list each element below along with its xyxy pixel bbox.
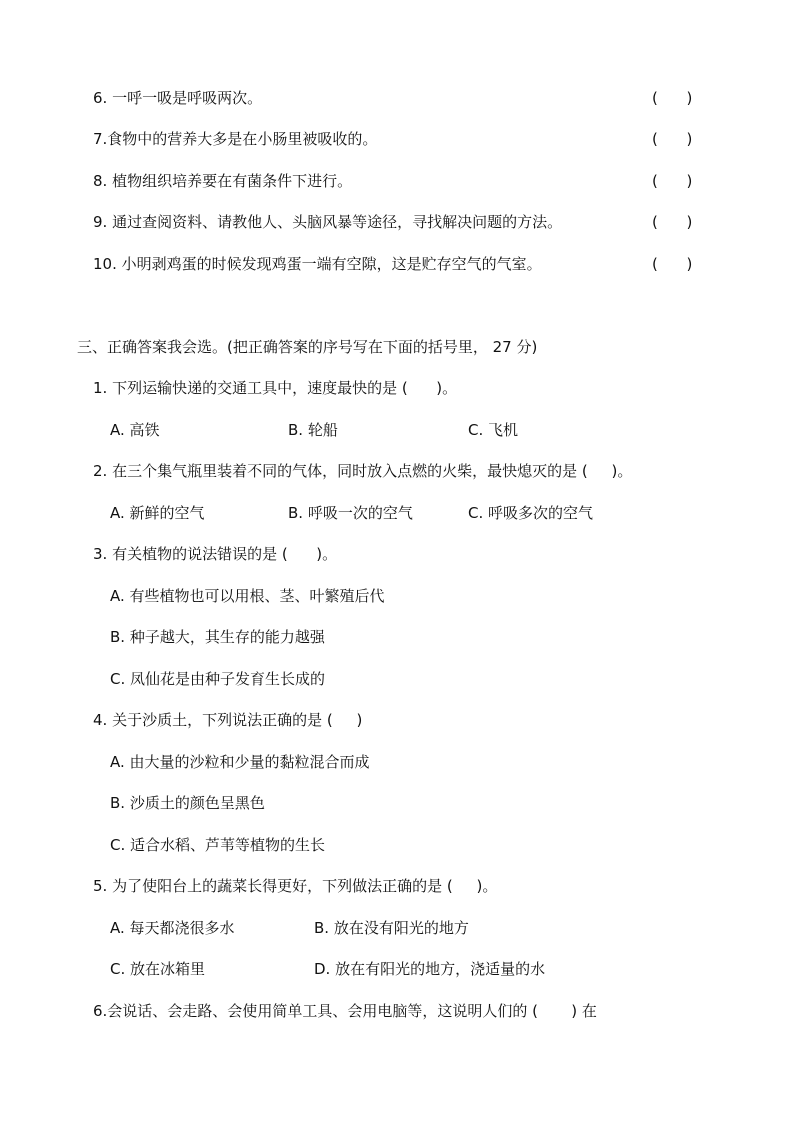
judge-item-6: 6. 一呼一吸是呼吸两次。	[93, 89, 263, 107]
question-5-option-c: C. 放在冰箱里	[110, 960, 206, 978]
judge-answer-blank-7[interactable]: ( )	[652, 130, 693, 148]
section-heading: 三、正确答案我会选。(把正确答案的序号写在下面的括号里， 27 分)	[77, 338, 538, 356]
question-4-stem: 4. 关于沙质土，下列说法正确的是 ( )	[93, 711, 363, 729]
judge-answer-blank-6[interactable]: ( )	[652, 89, 693, 107]
question-1-option-a: A. 高铁	[110, 421, 160, 439]
judge-answer-blank-10[interactable]: ( )	[652, 255, 693, 273]
judge-item-10: 10. 小明剥鸡蛋的时候发现鸡蛋一端有空隙，这是贮存空气的气室。	[93, 255, 542, 273]
judge-answer-blank-8[interactable]: ( )	[652, 172, 693, 190]
judge-answer-blank-9[interactable]: ( )	[652, 213, 693, 231]
question-4-option-c: C. 适合水稻、芦苇等植物的生长	[110, 836, 326, 854]
question-1-option-b: B. 轮船	[288, 421, 338, 439]
question-1-stem: 1. 下列运输快递的交通工具中，速度最快的是 ( )。	[93, 379, 458, 397]
question-5-option-d: D. 放在有阳光的地方，浇适量的水	[314, 960, 546, 978]
judge-item-9: 9. 通过查阅资料、请教他人、头脑风暴等途径，寻找解决问题的方法。	[93, 213, 563, 231]
question-3-stem: 3. 有关植物的说法错误的是 ( )。	[93, 545, 338, 563]
judge-item-8: 8. 植物组织培养要在有菌条件下进行。	[93, 172, 353, 190]
question-6-stem: 6.会说话、会走路、会使用简单工具、会用电脑等，这说明人们的 ( ) 在	[93, 1002, 597, 1020]
question-4-option-a: A. 由大量的沙粒和少量的黏粒混合而成	[110, 753, 370, 771]
judge-item-7: 7.食物中的营养大多是在小肠里被吸收的。	[93, 130, 378, 148]
question-5-stem: 5. 为了使阳台上的蔬菜长得更好，下列做法正确的是 ( )。	[93, 877, 498, 895]
question-5-option-a: A. 每天都浇很多水	[110, 919, 235, 937]
question-3-option-c: C. 凤仙花是由种子发育生长成的	[110, 670, 326, 688]
question-2-option-c: C. 呼吸多次的空气	[468, 504, 594, 522]
question-1-option-c: C. 飞机	[468, 421, 519, 439]
question-4-option-b: B. 沙质土的颜色呈黑色	[110, 794, 265, 812]
question-2-option-a: A. 新鲜的空气	[110, 504, 205, 522]
question-2-option-b: B. 呼吸一次的空气	[288, 504, 413, 522]
question-3-option-a: A. 有些植物也可以用根、茎、叶繁殖后代	[110, 587, 385, 605]
question-3-option-b: B. 种子越大，其生存的能力越强	[110, 628, 325, 646]
question-2-stem: 2. 在三个集气瓶里装着不同的气体，同时放入点燃的火柴，最快熄灭的是 ( )。	[93, 462, 633, 480]
question-5-option-b: B. 放在没有阳光的地方	[314, 919, 469, 937]
